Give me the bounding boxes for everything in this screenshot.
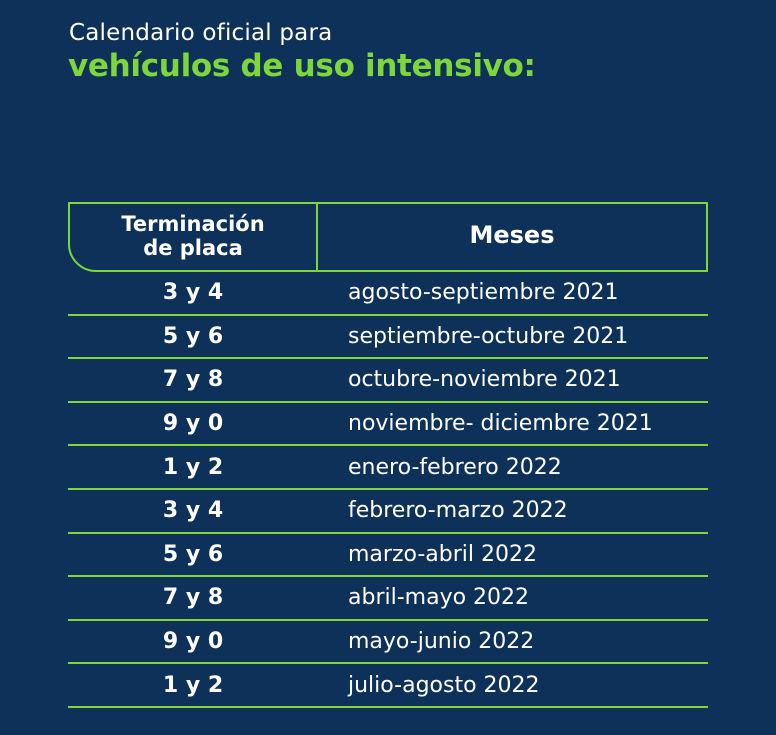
- header-plate-ending: [70, 204, 318, 270]
- table-row: [68, 534, 708, 578]
- plate-ending-cell: 9 y 0: [162, 629, 224, 655]
- months-cell: abril-mayo 2022: [348, 585, 530, 611]
- table-row: [68, 272, 708, 316]
- months-cell: mayo-junio 2022: [348, 629, 535, 655]
- schedule-table: [68, 202, 708, 708]
- table-row: [68, 577, 708, 621]
- plate-ending-cell: 1 y 2: [162, 454, 224, 480]
- title-line-2: vehículos de uso intensivo:: [68, 48, 536, 84]
- plate-ending-cell: 3 y 4: [162, 280, 224, 306]
- months-cell: octubre-noviembre 2021: [348, 367, 621, 393]
- title-line-1: Calendario oficial para: [69, 20, 333, 46]
- months-cell: enero-febrero 2022: [348, 454, 562, 480]
- table-row: [68, 621, 708, 665]
- header-plate-line2: de placa: [143, 236, 243, 260]
- table-header: [68, 202, 708, 272]
- plate-ending-cell: 3 y 4: [162, 498, 224, 524]
- months-cell: julio-agosto 2022: [348, 672, 540, 698]
- months-cell: septiembre-octubre 2021: [348, 323, 629, 349]
- plate-ending-cell: 7 y 8: [162, 585, 224, 611]
- plate-ending-cell: 7 y 8: [162, 367, 224, 393]
- plate-ending-cell: 1 y 2: [162, 672, 224, 698]
- header-plate-line1: Terminación: [121, 212, 265, 236]
- table-row: [68, 664, 708, 708]
- table-row: [68, 446, 708, 490]
- table-row: [68, 359, 708, 403]
- table-row: [68, 490, 708, 534]
- plate-ending-cell: 5 y 6: [162, 323, 224, 349]
- months-cell: febrero-marzo 2022: [348, 498, 568, 524]
- table-row: [68, 316, 708, 360]
- plate-ending-cell: 5 y 6: [162, 541, 224, 567]
- header-months: Meses: [469, 221, 555, 249]
- months-cell: marzo-abril 2022: [348, 541, 538, 567]
- table-row: [68, 403, 708, 447]
- table-body: [68, 272, 708, 708]
- months-cell: agosto-septiembre 2021: [348, 280, 619, 306]
- plate-ending-cell: 9 y 0: [162, 411, 224, 437]
- months-cell: noviembre- diciembre 2021: [348, 411, 653, 437]
